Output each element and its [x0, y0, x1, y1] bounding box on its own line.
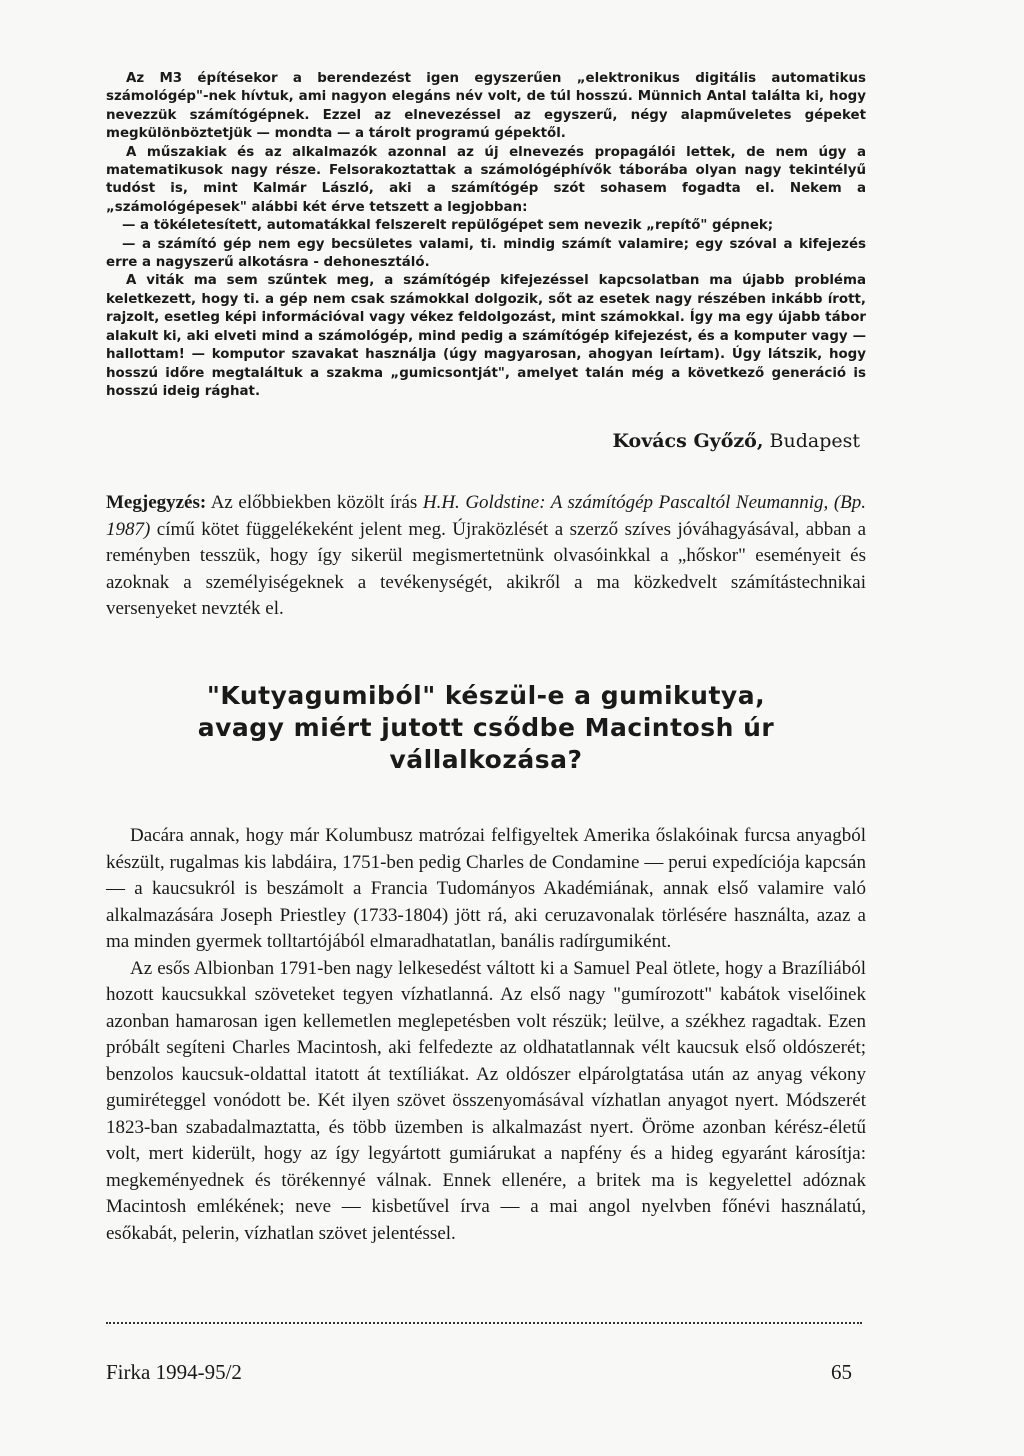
note-text-b: című kötet függelékeként jelent meg. Újraközlését a szerző szíves jóváhagyásával, abban a reményben tesszük, hogy így sikerül megismertetnünk olvasóinkkal a „hőskor" eseményeit és azoknak a személyiségeknek a tevékenységét, akikről a ma közkedvelt számítástechnikai versenyeket nevzték el. — [106, 518, 866, 620]
author-name: Kovács Győző, — [612, 430, 764, 452]
note-label: Megjegyzés: — [106, 492, 207, 513]
intro-paragraph-2: A műszakiak és az alkalmazók azonnal az új elnevezés propagálói lettek, de nem úgy a matematikusok nagy része. Felsorakoztattak a számológéphívők táborába olyan nagy tekintélyű tudóst is, mint Kalmár László, aki a számítógép szót sohasem fogadta el. Nekem a „számológépesek" alábbi két érve tetszett a legjobban: — [106, 144, 866, 215]
headline-line-1: "Kutyagumiból" készül-e a gumikutya, — [206, 681, 766, 710]
note-book-title: H.H. Goldstine: A számítógép Pascaltól Neumannig, (Bp. 1987) — [106, 492, 866, 540]
journal-issue: Firka 1994-95/2 — [106, 1360, 242, 1384]
headline-line-2: avagy miért jutott csődbe Macintosh úr — [197, 713, 775, 742]
body-paragraph-1: Dacára annak, hogy már Kolumbusz matrózai felfigyeltek Amerika őslakóinak furcsa anyagból készült, rugalmas kis labdáira, 1751-ben pedig Charles de Condamine — perui expedíciója kapcsán — a kaucsukról is beszámolt a Francia Tudományos Akadémiának, annak első valamire való alkalmazására Joseph Priestley (1733-1804) jött rá, aki ceruzavonalak törlésére használta, azaz a ma minden gyermek tolltartójából elmaradhatatlan, banális radírgumiként. — [106, 825, 866, 952]
body-paragraph-2: Az esős Albionban 1791-ben nagy lelkesedést váltott ki a Samuel Peal ötlete, hogy a Brazíliából hozott kaucsukkal szöveteket tegyen vízhatlanná. Az első nagy "gumírozott" kabátok viselőinek azonban hamarosan igen kellemetlen meglepetésben volt részük; leülve, a székhez ragadtak. Ezen próbált segíteni Charles Macintosh, aki felfedezte az oldhatatlannak vélt kaucsuk első oldószerét; benzolos kaucsuk-oldattal itatott át textíliákat. Az oldószer elpárolgtatása után az anyag vékony gumiréteggel vonódott be. Két ilyen szövet összenyomásával vízhatlan anyagot nyert. Módszerét 1823-ban szabadalmaztatta, és több üzemben is alkalmazást nyert. Öröme azonban kérész-életű volt, mert kiderült, hogy az így legyártott gumiárukat a napfény és a hideg egyaránt károsítja: megkeményednek és törékennyé válnak. Ennek ellenére, a britek ma is kegyelettel adóznak Macintosh emlékének; neve — kisbetűvel írva — a mai angol nyelvben főnévi használatú, esőkabát, pelerin, vízhatlan szövet jelentéssel. — [106, 957, 866, 1244]
intro-section — [106, 70, 866, 401]
intro-dash-item-2: — a számító gép nem egy becsületes valami, ti. mindig számít valamire; egy szóval a kifejezés erre a nagyszerű alkotásra - dehonesztáló. — [106, 236, 866, 271]
page-number: 65 — [831, 1360, 852, 1384]
intro-paragraph-1: Az M3 építésekor a berendezést igen egyszerűen „elektronikus digitális automatikus számológép"-nek hívtuk, ami nagyon elegáns név volt, de túl hosszú. Münnich Antal találta ki, hogy nevezzük számítógépnek. Ezzel az elnevezéssel az egyszerű, négy alapműveletes gépeket megkülönböztetjük — mondta — a tárolt programú gépektől. — [106, 71, 866, 142]
article-headline — [106, 680, 866, 776]
article-body — [106, 823, 866, 1247]
editor-note — [106, 490, 866, 623]
author-signature — [560, 430, 860, 452]
footer-divider — [106, 1322, 862, 1324]
author-city: Budapest — [763, 430, 860, 452]
note-text-a: Az előbbiekben közölt írás — [206, 492, 423, 513]
intro-paragraph-3: A viták ma sem szűntek meg, a számítógép kifejezéssel kapcsolatban ma újabb probléma keletkezett, hogy ti. a gép nem csak számokkal dolgozik, sőt az esetek nagy részében inkább írott, rajzolt, esetleg képi információval vagy vékez feldolgozást, mint számokkal. Így ma egy újabb tábor alakult ki, aki elveti mind a számológép, mind pedig a számítógép kifejezést, és a komputer vagy — hallottam! — komputor szavakat használja (úgy magyarosan, ahogyan leírtam). Úgy látszik, hogy hosszú időre megtaláltuk a szakma „gumicsontját", amelyet talán még a következő generáció is hosszú ideig rághat. — [106, 273, 866, 399]
intro-dash-item-1: — a tökéletesített, automatákkal felszerelt repülőgépet sem nevezik „repítő" gépnek; — [122, 218, 774, 234]
headline-line-3: vállalkozása? — [389, 745, 583, 774]
